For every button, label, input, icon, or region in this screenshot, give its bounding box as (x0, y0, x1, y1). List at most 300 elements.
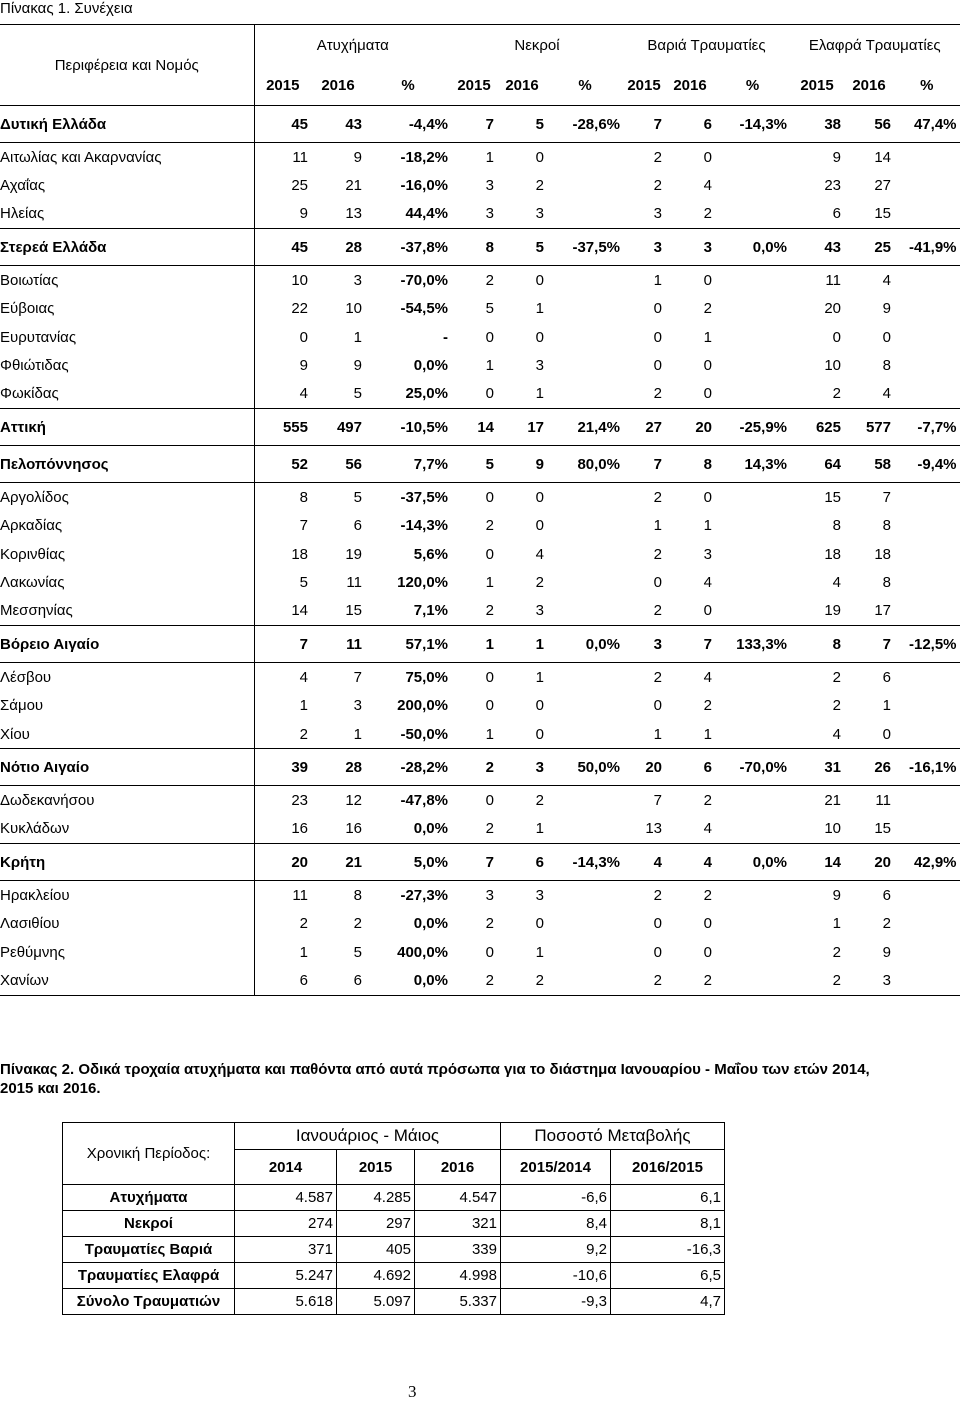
value-cell: 2 (653, 385, 662, 403)
value-cell: 0 (485, 668, 494, 686)
value-cell (547, 786, 623, 815)
value-cell: 2 (485, 602, 494, 620)
value-cell: 7 (451, 106, 497, 143)
value-cell: 5 (353, 943, 362, 961)
value-cell: 43 (790, 229, 844, 266)
value-cell: -18,2% (400, 148, 448, 166)
value-cell: 4.285 (337, 1185, 415, 1211)
value-cell: 7 (623, 446, 665, 483)
value-cell: 11 (346, 573, 362, 591)
region-name-cell: Πελοπόννησος (0, 446, 254, 483)
value-cell: 1 (535, 668, 544, 686)
value-cell: 14 (451, 409, 497, 446)
value-cell: 15 (874, 205, 891, 223)
value-cell (547, 512, 623, 540)
value-cell: 3 (535, 205, 544, 223)
value-cell: 4 (703, 820, 712, 838)
value-cell: 6 (254, 966, 311, 995)
value-cell: 3 (485, 886, 494, 904)
value-cell: -14,3% (547, 844, 623, 881)
value-cell (715, 786, 790, 815)
value-cell: 15 (824, 488, 841, 506)
value-cell: -41,9% (894, 229, 960, 266)
value-cell: 10 (291, 271, 308, 289)
value-cell: 2 (832, 943, 841, 961)
value-cell: 28 (311, 749, 365, 786)
value-cell: 21 (345, 177, 362, 195)
value-cell: 2 (451, 749, 497, 786)
value-cell: 7 (451, 844, 497, 881)
region-name-cell: Ηρακλείου (0, 881, 254, 910)
value-cell: 2 (299, 915, 308, 933)
value-cell: 3 (703, 545, 712, 563)
region-name-cell: Εύβοιας (0, 295, 254, 323)
value-cell: 19 (824, 602, 841, 620)
value-cell: 9 (299, 205, 308, 223)
value-cell: 1 (497, 626, 547, 663)
value-cell (894, 171, 960, 199)
value-cell: 2 (451, 966, 497, 995)
value-cell (715, 200, 790, 229)
value-cell: 2 (535, 573, 544, 591)
value-cell (715, 691, 790, 719)
value-cell: 27 (623, 409, 665, 446)
value-cell: -10,5% (365, 409, 451, 446)
value-cell: -70,0% (400, 271, 448, 289)
value-cell: 0 (535, 328, 544, 346)
value-cell: 0,0% (413, 357, 448, 375)
value-cell: 4 (623, 844, 665, 881)
value-cell (715, 266, 790, 295)
value-cell: 9 (299, 357, 308, 375)
value-cell (715, 171, 790, 199)
value-cell: -12,5% (894, 626, 960, 663)
value-cell: -28,6% (547, 106, 623, 143)
value-cell (715, 597, 790, 626)
prefecture-row (0, 720, 960, 749)
value-cell (547, 881, 623, 910)
value-cell: 297 (337, 1211, 415, 1237)
value-cell: 1 (451, 626, 497, 663)
value-cell: 8 (299, 488, 308, 506)
prefecture-row (0, 691, 960, 719)
value-cell: 4 (832, 573, 841, 591)
value-cell: 75,0% (405, 668, 448, 686)
value-cell: 39 (254, 749, 311, 786)
value-cell: 44,4% (405, 205, 448, 223)
value-cell (894, 540, 960, 568)
value-cell: 0 (703, 357, 712, 375)
value-cell (547, 691, 623, 719)
value-cell: 17 (497, 409, 547, 446)
value-cell: 1 (535, 820, 544, 838)
value-cell: 50,0% (547, 749, 623, 786)
value-cell: 2 (653, 886, 662, 904)
region-name-cell: Λακωνίας (0, 568, 254, 596)
value-cell: 25 (291, 177, 308, 195)
value-cell: 0 (535, 517, 544, 535)
prefecture-row (0, 200, 960, 229)
value-cell: 3 (535, 357, 544, 375)
region-name-cell: Αττική (0, 409, 254, 446)
value-cell (715, 720, 790, 749)
value-cell: 6 (665, 106, 715, 143)
value-cell: 7 (882, 488, 891, 506)
region-name-cell: Φθιώτιδας (0, 351, 254, 379)
value-cell: 133,3% (715, 626, 790, 663)
value-cell: 8 (882, 357, 891, 375)
value-cell: 1 (535, 300, 544, 318)
value-cell: 5.337 (415, 1289, 501, 1315)
value-cell: 3 (485, 177, 494, 195)
value-cell: 58 (844, 446, 894, 483)
value-cell (894, 663, 960, 692)
value-cell: 5 (451, 446, 497, 483)
prefecture-row (0, 815, 960, 844)
value-cell: 3 (485, 205, 494, 223)
table2-caption-label: Πίνακας 2. (0, 1061, 75, 1078)
value-cell: 27 (874, 177, 891, 195)
region-name-cell: Κυκλάδων (0, 815, 254, 844)
value-cell: 21 (311, 844, 365, 881)
group-header-pct-change: Ποσοστό Μεταβολής (501, 1123, 725, 1150)
value-cell (547, 663, 623, 692)
value-cell (547, 171, 623, 199)
value-cell: 4 (299, 668, 308, 686)
value-cell (715, 663, 790, 692)
table2-caption-text: Οδικά τροχαία ατυχήματα και παθόντα από αυτά πρόσωπα για το διάστημα Ιανουαρίου - Μαΐου των ετών 2014, 2015 και 2016. (0, 1061, 870, 1097)
value-cell: 0,0% (715, 844, 790, 881)
value-cell: 9 (882, 300, 891, 318)
value-cell (715, 512, 790, 540)
row-label: Νεκροί (63, 1211, 235, 1237)
value-cell: 1 (832, 915, 841, 933)
region-row (0, 626, 960, 663)
value-cell: 1 (299, 697, 308, 715)
value-cell: -37,5% (547, 229, 623, 266)
value-cell (894, 143, 960, 172)
region-name-cell: Μεσσηνίας (0, 597, 254, 626)
subheader-cell: % (547, 65, 623, 106)
value-cell (547, 966, 623, 995)
group-header-accidents: Ατυχήματα (254, 25, 451, 66)
value-cell: 20 (665, 409, 715, 446)
value-cell: -7,7% (894, 409, 960, 446)
value-cell: 3 (353, 271, 362, 289)
region-header: Περιφέρεια και Νομός (0, 25, 254, 106)
value-cell (715, 380, 790, 409)
value-cell: 0 (703, 148, 712, 166)
value-cell (715, 295, 790, 323)
value-cell (547, 266, 623, 295)
value-cell: 10 (345, 300, 362, 318)
value-cell: 0 (703, 602, 712, 620)
subheader-cell: 2015 (254, 65, 311, 106)
value-cell: 625 (790, 409, 844, 446)
prefecture-row (0, 512, 960, 540)
value-cell: 3 (665, 229, 715, 266)
value-cell: 0 (703, 943, 712, 961)
value-cell: 4 (535, 545, 544, 563)
value-cell: 2 (703, 886, 712, 904)
value-cell: 0,0% (413, 915, 448, 933)
value-cell: 52 (254, 446, 311, 483)
value-cell: 2 (790, 966, 844, 995)
value-cell (894, 568, 960, 596)
value-cell: 2 (353, 915, 362, 933)
region-name-cell: Χίου (0, 720, 254, 749)
value-cell: 28 (311, 229, 365, 266)
value-cell (894, 295, 960, 323)
value-cell: 497 (311, 409, 365, 446)
value-cell: 64 (790, 446, 844, 483)
value-cell: 12 (345, 791, 362, 809)
value-cell: 0 (535, 148, 544, 166)
row-label: Τραυματίες Ελαφρά (63, 1263, 235, 1289)
value-cell (894, 815, 960, 844)
value-cell: 4 (299, 385, 308, 403)
subheader-cell: 2016 (844, 65, 894, 106)
prefecture-row (0, 786, 960, 815)
value-cell: -37,8% (365, 229, 451, 266)
value-cell: 5.618 (235, 1289, 337, 1315)
value-cell: 43 (311, 106, 365, 143)
value-cell: 17 (874, 602, 891, 620)
value-cell: - (443, 328, 448, 346)
value-cell: 5 (299, 573, 308, 591)
value-cell: 45 (254, 229, 311, 266)
value-cell: 0,0% (715, 229, 790, 266)
value-cell: 0 (653, 697, 662, 715)
value-cell (894, 323, 960, 351)
value-cell: 0 (653, 915, 662, 933)
value-cell: 2 (703, 205, 712, 223)
value-cell: 21,4% (547, 409, 623, 446)
value-cell: 1 (485, 725, 494, 743)
value-cell: 0 (703, 915, 712, 933)
value-cell: 0 (485, 943, 494, 961)
value-cell: 23 (824, 177, 841, 195)
value-cell (547, 380, 623, 409)
value-cell: 2 (535, 177, 544, 195)
region-row (0, 844, 960, 881)
value-cell: 0 (485, 328, 494, 346)
prefecture-row (0, 266, 960, 295)
value-cell: 1 (653, 725, 662, 743)
value-cell: 6 (353, 517, 362, 535)
value-cell: 1 (653, 271, 662, 289)
table2-row (63, 1263, 725, 1289)
value-cell: 7,1% (413, 602, 448, 620)
value-cell: 8,1 (611, 1211, 725, 1237)
value-cell: 9,2 (501, 1237, 611, 1263)
value-cell: 6,5 (611, 1263, 725, 1289)
region-row (0, 749, 960, 786)
value-cell: 6 (882, 668, 891, 686)
value-cell: 11 (311, 626, 365, 663)
value-cell (715, 815, 790, 844)
prefecture-row (0, 323, 960, 351)
value-cell: 0 (485, 697, 494, 715)
value-cell: 0 (535, 271, 544, 289)
value-cell: 2 (497, 966, 547, 995)
value-cell: 577 (844, 409, 894, 446)
value-cell: 1 (299, 943, 308, 961)
prefecture-row (0, 351, 960, 379)
value-cell: 7 (353, 668, 362, 686)
value-cell: 16 (291, 820, 308, 838)
value-cell: 8 (665, 446, 715, 483)
value-cell: 0,0% (413, 820, 448, 838)
value-cell: 2 (703, 697, 712, 715)
value-cell: 45 (254, 106, 311, 143)
value-cell: 19 (345, 545, 362, 563)
value-cell: 15 (345, 602, 362, 620)
value-cell: 1 (353, 725, 362, 743)
value-cell: 7 (665, 626, 715, 663)
value-cell: 1 (882, 697, 891, 715)
value-cell: 4.587 (235, 1185, 337, 1211)
value-cell: 9 (832, 886, 841, 904)
value-cell: 0 (882, 725, 891, 743)
row-label: Τραυματίες Βαριά (63, 1237, 235, 1263)
value-cell: -70,0% (715, 749, 790, 786)
value-cell: 5 (353, 488, 362, 506)
region-name-cell: Χανίων (0, 966, 254, 995)
value-cell: -37,5% (400, 488, 448, 506)
value-cell: 0 (653, 328, 662, 346)
value-cell: 2 (623, 966, 665, 995)
value-cell: 1 (485, 357, 494, 375)
subheader-cell: 2015 (790, 65, 844, 106)
value-cell (894, 786, 960, 815)
region-name-cell: Ρεθύμνης (0, 938, 254, 966)
value-cell: 20 (844, 844, 894, 881)
value-cell (894, 200, 960, 229)
value-cell: 3 (623, 626, 665, 663)
value-cell (894, 938, 960, 966)
value-cell: 3 (653, 205, 662, 223)
prefecture-row (0, 380, 960, 409)
value-cell: 9 (353, 357, 362, 375)
table2 (62, 1122, 725, 1315)
region-name-cell: Βόρειο Αιγαίο (0, 626, 254, 663)
value-cell: 0 (485, 488, 494, 506)
value-cell (547, 295, 623, 323)
value-cell: 18 (874, 545, 891, 563)
value-cell (894, 351, 960, 379)
value-cell: 2 (535, 791, 544, 809)
value-cell: 3 (535, 886, 544, 904)
value-cell (894, 512, 960, 540)
group-header-light: Ελαφρά Τραυματίες (790, 25, 960, 66)
value-cell (715, 351, 790, 379)
value-cell: 5.097 (337, 1289, 415, 1315)
value-cell: 7 (653, 791, 662, 809)
value-cell (715, 568, 790, 596)
region-name-cell: Αρκαδίας (0, 512, 254, 540)
value-cell (547, 909, 623, 937)
value-cell: 2 (882, 915, 891, 933)
value-cell (715, 938, 790, 966)
value-cell: 371 (235, 1237, 337, 1263)
value-cell (715, 881, 790, 910)
table2-row (63, 1211, 725, 1237)
value-cell: 1 (485, 148, 494, 166)
value-cell: 2 (653, 488, 662, 506)
table1 (0, 24, 960, 996)
value-cell: -14,3% (715, 106, 790, 143)
value-cell: 8 (790, 626, 844, 663)
value-cell: 4 (882, 271, 891, 289)
value-cell: 23 (291, 791, 308, 809)
value-cell (715, 323, 790, 351)
value-cell (894, 597, 960, 626)
value-cell: 0 (832, 328, 841, 346)
value-cell (715, 540, 790, 568)
value-cell: 16 (345, 820, 362, 838)
region-row (0, 409, 960, 446)
value-cell: -16,0% (400, 177, 448, 195)
value-cell: 0,0% (365, 966, 451, 995)
value-cell: 0 (653, 300, 662, 318)
prefecture-row (0, 966, 960, 995)
value-cell: 4 (832, 725, 841, 743)
value-cell: 2 (485, 820, 494, 838)
region-name-cell: Νότιο Αιγαίο (0, 749, 254, 786)
value-cell: 2 (653, 545, 662, 563)
value-cell: 1 (535, 385, 544, 403)
region-name-cell: Λέσβου (0, 663, 254, 692)
subheader-cell: % (894, 65, 960, 106)
value-cell: 2 (832, 697, 841, 715)
value-cell: 1 (353, 328, 362, 346)
value-cell: 2 (485, 915, 494, 933)
value-cell: 5,6% (413, 545, 448, 563)
value-cell: 11 (875, 791, 891, 809)
value-cell (715, 909, 790, 937)
value-cell: 0 (653, 573, 662, 591)
value-cell (547, 597, 623, 626)
value-cell: 0 (535, 488, 544, 506)
value-cell: 4 (665, 844, 715, 881)
value-cell: 200,0% (397, 697, 448, 715)
value-cell: -47,8% (400, 791, 448, 809)
value-cell: 1 (703, 517, 712, 535)
value-cell: 7 (623, 106, 665, 143)
value-cell: 20 (254, 844, 311, 881)
value-cell: 6 (311, 966, 365, 995)
value-cell: 0 (882, 328, 891, 346)
value-cell (894, 380, 960, 409)
value-cell: 4 (703, 668, 712, 686)
value-cell: 38 (790, 106, 844, 143)
value-cell: 0 (703, 488, 712, 506)
value-cell: 1 (703, 725, 712, 743)
group-header-jan-may: Ιανουάριος - Μάιος (235, 1123, 501, 1150)
value-cell: 555 (254, 409, 311, 446)
value-cell: 80,0% (547, 446, 623, 483)
value-cell: 2 (832, 385, 841, 403)
value-cell: 2 (299, 725, 308, 743)
value-cell: -27,3% (400, 886, 448, 904)
value-cell: 10 (824, 820, 841, 838)
value-cell: 8 (882, 573, 891, 591)
value-cell: 2 (485, 271, 494, 289)
value-cell: 3 (623, 229, 665, 266)
value-cell: -4,4% (365, 106, 451, 143)
value-cell: 56 (844, 106, 894, 143)
